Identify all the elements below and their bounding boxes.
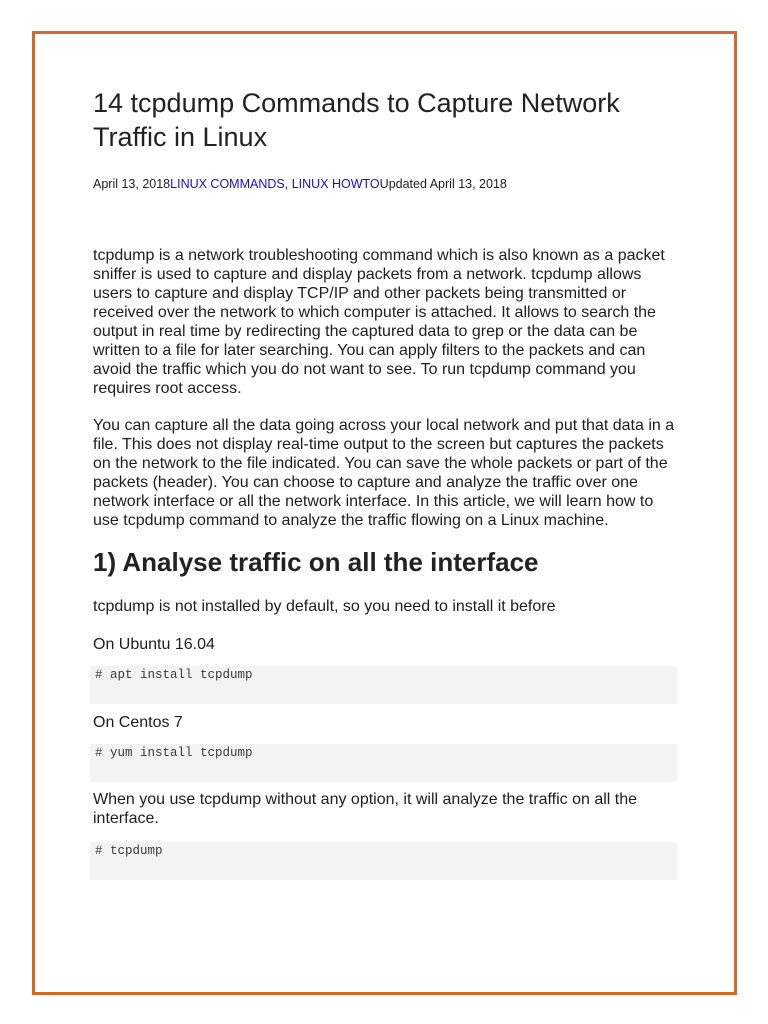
install-intro-text: tcpdump is not installed by default, so you need to install it before <box>93 598 556 615</box>
article-title: 14 tcpdump Commands to Capture Network Traffic in Linux <box>93 88 620 152</box>
article-meta <box>93 176 683 192</box>
capture-paragraph: You can capture all the data going across your local network and put that data in a file. This does not display real-time output to the screen but captures the packets on the network to the file indicated. You can save the whole packets or part of the packets (header). You can choose to capture and analyze the traffic over one network interface or all the network interface. In this article, we will learn how to use tcpdump command to analyze the traffic flowing on a Linux machine. <box>93 417 675 529</box>
tcpdump-code-block[interactable]: # tcpdump <box>90 842 677 880</box>
ubuntu-label: On Ubuntu 16.04 <box>93 636 215 653</box>
usage-text: When you use tcpdump without any option, it will analyze the traffic on all the interface. <box>93 791 638 827</box>
category-separator: , <box>284 177 292 191</box>
centos-label: On Centos 7 <box>93 714 183 731</box>
ubuntu-install-code-block[interactable]: # apt install tcpdump <box>90 666 677 704</box>
article-content <box>93 86 683 880</box>
updated-date: Updated April 13, 2018 <box>379 177 507 191</box>
intro-paragraph: tcpdump is a network troubleshooting command which is also known as a packet sniffer is used to capture and display packets from a network. tcpdump allows users to capture and display TCP/IP and other packets being transmitted or received over the network to which computer is attached. It allows to search the output in real time by redirecting the captured data to grep or the data can be written to a file for later searching. You can apply filters to the packets and can avoid the traffic which you do not want to see. To run tcpdump command you requires root access. <box>93 247 665 397</box>
category-link-linux-howto[interactable]: LINUX HOWTO <box>291 177 380 191</box>
section-heading: 1) Analyse traffic on all the interface <box>93 547 539 577</box>
centos-install-code-block[interactable]: # yum install tcpdump <box>90 744 677 782</box>
publish-date: April 13, 2018 <box>93 177 171 191</box>
category-link-linux-commands[interactable]: LINUX COMMANDS <box>170 177 285 191</box>
